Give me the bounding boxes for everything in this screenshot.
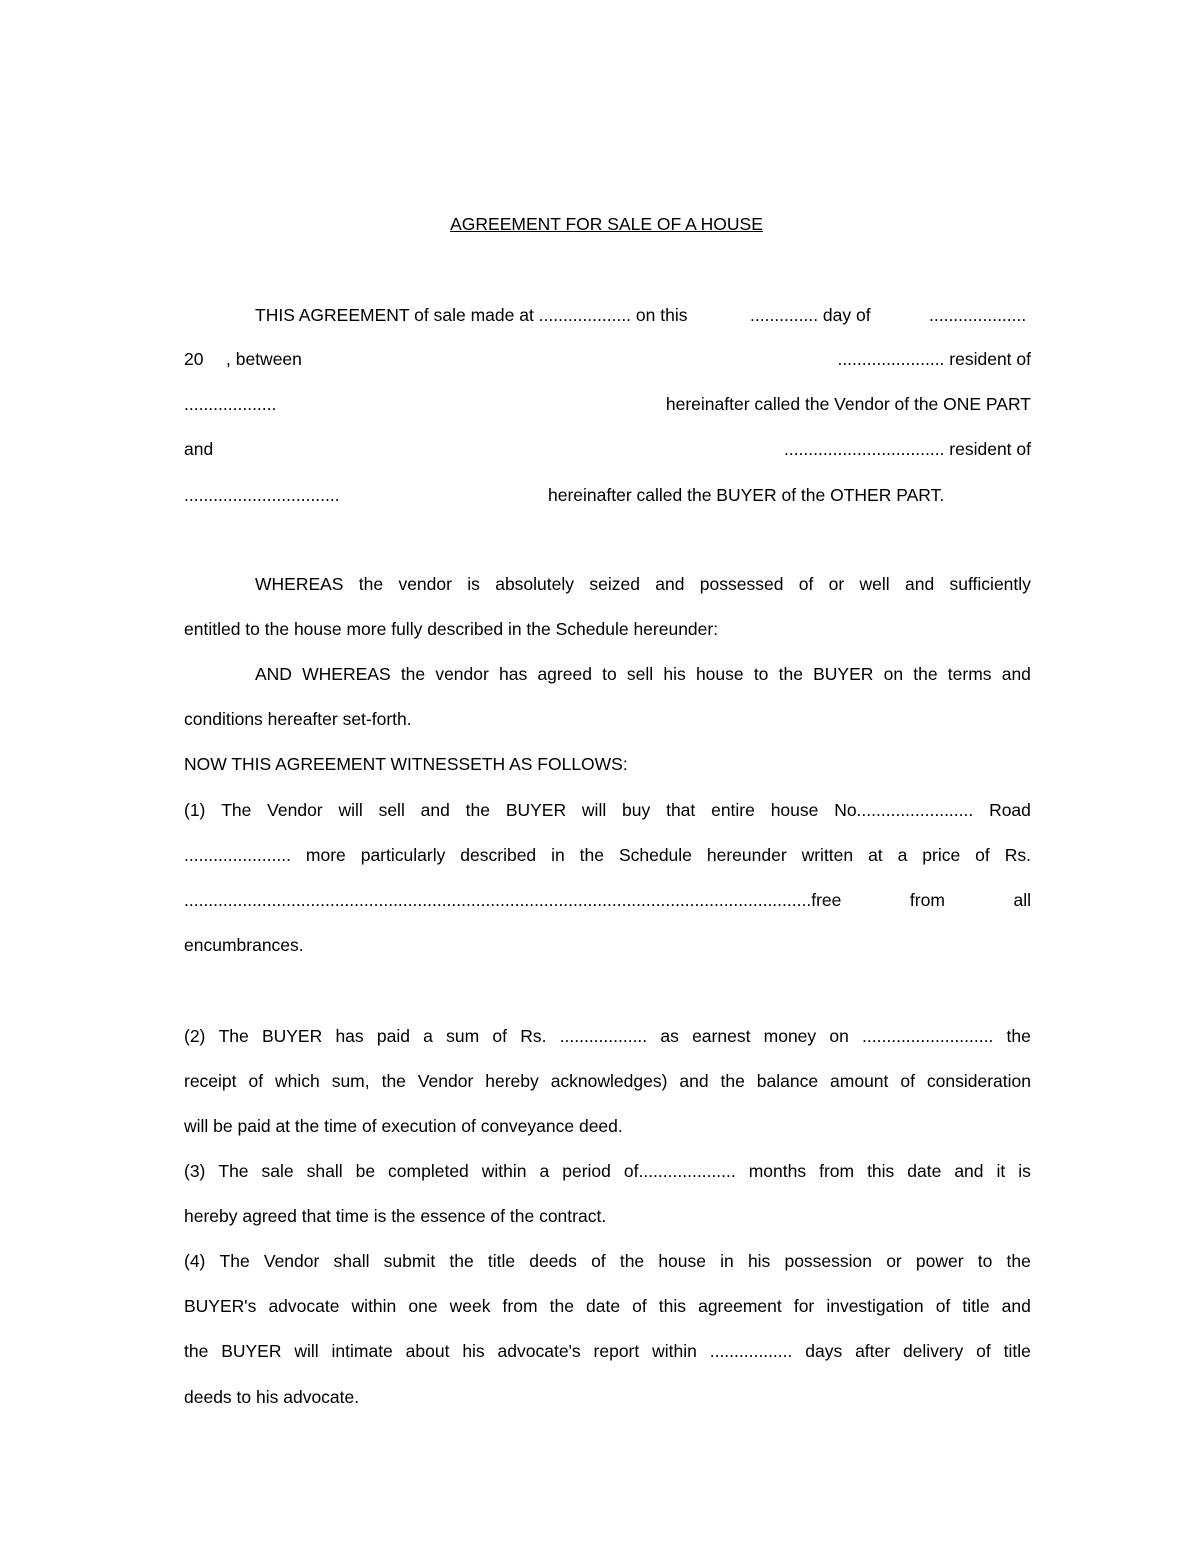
whereas-1-line-1: WHEREAS the vendor is absolutely seized and possessed of or well and sufficiently: [255, 574, 1031, 594]
witnesseth-heading: NOW THIS AGREEMENT WITNESSETH AS FOLLOWS:: [184, 754, 628, 774]
preamble-line-1b: .............. day of: [750, 305, 871, 325]
clause-1-line-2: ...................... more particularly described in the Schedule hereunder written at a price of Rs.: [184, 845, 1031, 865]
clause-4-line-4: deeds to his advocate.: [184, 1387, 360, 1407]
clause-1-line-4: encumbrances.: [184, 935, 304, 955]
clause-4-line-2: BUYER's advocate within one week from the date of this agreement for investigation of title and: [184, 1296, 1031, 1316]
clause-3-line-2: hereby agreed that time is the essence of the contract.: [184, 1206, 607, 1226]
preamble-line-2c: ...................... resident of: [837, 349, 1031, 369]
clause-1-line-3: .................................................................................................................................free from all: [184, 890, 1031, 910]
clause-2-line-3: will be paid at the time of execution of conveyance deed.: [184, 1116, 623, 1136]
preamble-line-2b: , between: [226, 349, 302, 369]
document-title: AGREEMENT FOR SALE OF A HOUSE: [450, 214, 763, 234]
whereas-2-line-1: AND WHEREAS the vendor has agreed to sell his house to the BUYER on the terms and: [255, 664, 1031, 684]
preamble-line-3b: hereinafter called the Vendor of the ONE PART: [665, 394, 1031, 414]
preamble-line-4b: ................................. resident of: [783, 439, 1031, 459]
preamble-line-5b: hereinafter called the BUYER of the OTHER PART.: [548, 485, 945, 505]
clause-2-line-2: receipt of which sum, the Vendor hereby acknowledges) and the balance amount of consideration: [184, 1071, 1031, 1091]
clause-4-line-3: the BUYER will intimate about his advocate's report within ................. days after delivery of title: [184, 1341, 1031, 1361]
preamble-line-3a: ...................: [184, 394, 277, 414]
clause-4-line-1: (4) The Vendor shall submit the title deeds of the house in his possession or power to the: [184, 1251, 1031, 1271]
clause-2-line-1: (2) The BUYER has paid a sum of Rs. .................. as earnest money on ........................... the: [184, 1026, 1031, 1046]
preamble-line-1c: ....................: [929, 305, 1027, 325]
preamble-line-2a: 20: [184, 349, 204, 369]
whereas-2-line-2: conditions hereafter set-forth.: [184, 709, 412, 729]
clause-1-line-1: (1) The Vendor will sell and the BUYER will buy that entire house No........................ Road: [184, 800, 1031, 820]
preamble-line-4a: and: [184, 439, 214, 459]
whereas-1-line-2: entitled to the house more fully described in the Schedule hereunder:: [184, 619, 719, 639]
preamble-line-1a: THIS AGREEMENT of sale made at ................... on this: [255, 305, 688, 325]
clause-3-line-1: (3) The sale shall be completed within a period of.................... months from this date and it is: [184, 1161, 1031, 1181]
preamble-line-5a: ................................: [184, 485, 340, 505]
